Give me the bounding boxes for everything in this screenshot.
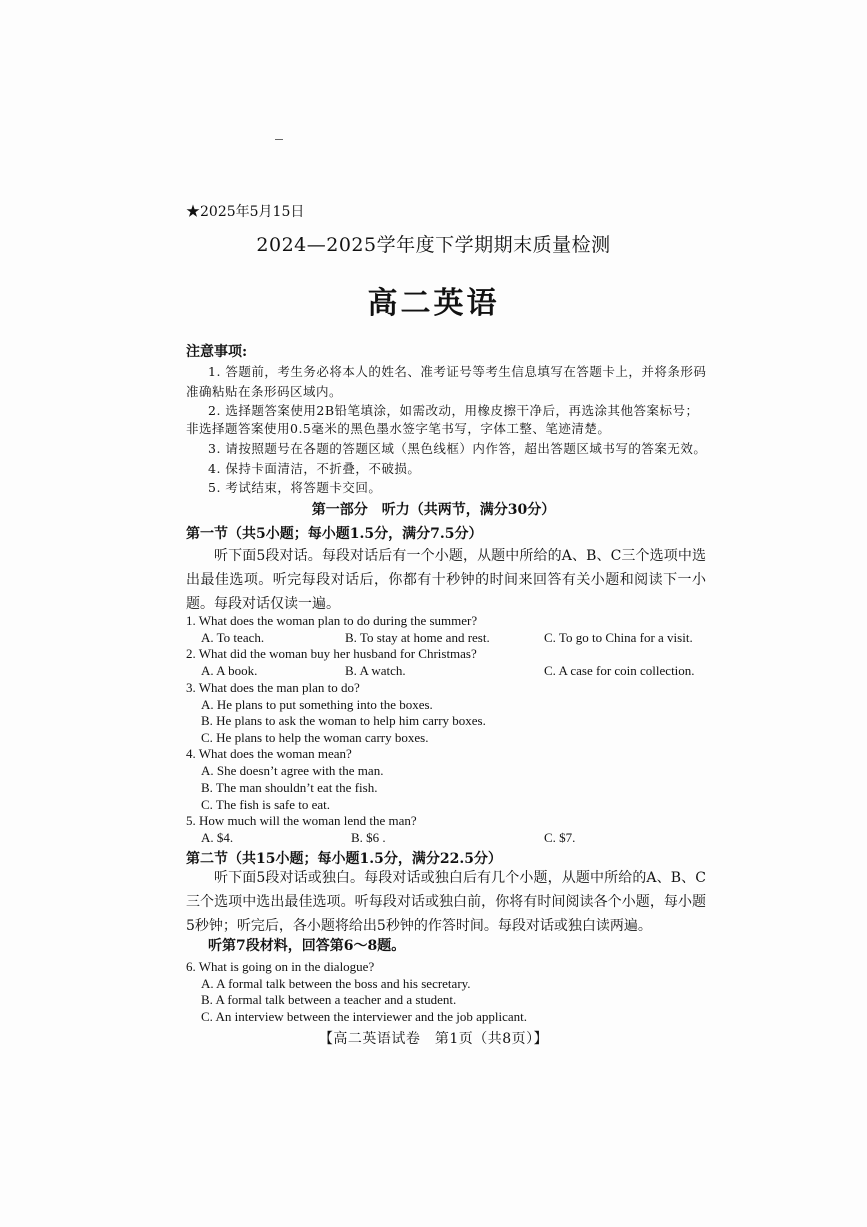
- option-b: B. He plans to ask the woman to help him carry boxes.: [201, 713, 486, 728]
- subject-title: 高二英语: [367, 286, 500, 321]
- notice-item: 5. 考试结束，将答题卡交回。: [208, 480, 382, 495]
- option-c: C. $7.: [544, 830, 576, 845]
- option-a: A. A book.: [201, 663, 258, 678]
- notice-item: 2. 选择题答案使用2B铅笔填涂，如需改动，用橡皮擦干净后，再选涂其他答案标号；: [208, 403, 699, 418]
- option-c: C. A case for coin collection.: [544, 663, 695, 678]
- option-a: A. She doesn’t agree with the man.: [201, 763, 384, 778]
- part-one-heading: 第一部分 听力（共两节，满分30分）: [311, 502, 556, 518]
- option-a: A. He plans to put something into the boxes.: [201, 697, 433, 712]
- section-two-heading: 第二节（共15小题；每小题1.5分，满分22.5分）: [186, 851, 502, 867]
- section-two-instructions: 听下面5段对话或独白。每段对话或独白后有几个小题，从题中所给的A、B、C三个选项中选出最佳选项。听每段对话或独白前，你将有时间阅读各个小题，每小题5秒钟；听完后，各小题将给出5秒钟的作答时间。每段对话或独白读两遍。: [186, 870, 706, 934]
- question-stem: 2. What did the woman buy her husband for Christmas?: [186, 646, 477, 661]
- section-one-instructions: 听下面5段对话。每段对话后有一个小题，从题中所给的A、B、C三个选项中选出最佳选项。听完每段对话后，你都有十秒钟的时间来回答有关小题和阅读下一小题。每段对话仅读一遍。: [186, 548, 706, 612]
- scan-mark: [275, 139, 283, 140]
- option-b: B. The man shouldn’t eat the fish.: [201, 780, 378, 795]
- question-stem: 3. What does the man plan to do?: [186, 680, 360, 695]
- page-footer: 【高二英语试卷 第1页（共8页）】: [318, 1031, 549, 1047]
- option-b: B. A formal talk between a teacher and a student.: [201, 992, 457, 1007]
- option-b: B. A watch.: [345, 663, 406, 678]
- option-c: C. The fish is safe to eat.: [201, 797, 331, 812]
- option-b: B. $6 .: [351, 830, 386, 845]
- option-b: B. To stay at home and rest.: [345, 630, 490, 645]
- question-stem: 1. What does the woman plan to do during the summer?: [186, 613, 478, 628]
- notice-item: 4. 保持卡面清洁，不折叠，不破损。: [208, 461, 421, 476]
- notice-heading: 注意事项:: [186, 344, 248, 360]
- option-c: C. An interview between the interviewer and the job applicant.: [201, 1009, 527, 1024]
- option-c: C. To go to China for a visit.: [544, 630, 693, 645]
- notice-item: 非选择题答案使用0.5毫米的黑色墨水签字笔书写，字体工整、笔迹清楚。: [186, 421, 611, 436]
- notice-item: 1. 答题前，考生务必将本人的姓名、准考证号等考生信息填写在答题卡上，并将条形码: [208, 364, 707, 379]
- question-stem: 6. What is going on in the dialogue?: [186, 959, 375, 974]
- option-a: A. $4.: [201, 830, 234, 845]
- exam-date: ★2025年5月15日: [186, 204, 305, 220]
- question-stem: 4. What does the woman mean?: [186, 746, 352, 761]
- question-stem: 5. How much will the woman lend the man?: [186, 813, 417, 828]
- notice-item: 3. 请按照题号在各题的答题区域（黑色线框）内作答，超出答题区域书写的答案无效。: [208, 441, 707, 456]
- notice-item: 准确粘贴在条形码区域内。: [186, 384, 343, 399]
- exam-title: 2024—2025学年度下学期期末质量检测: [256, 234, 611, 256]
- option-a: A. A formal talk between the boss and his secretary.: [201, 976, 471, 991]
- option-c: C. He plans to help the woman carry boxes.: [201, 730, 429, 745]
- section-one-heading: 第一节（共5小题；每小题1.5分，满分7.5分）: [186, 526, 483, 542]
- option-a: A. To teach.: [201, 630, 265, 645]
- material-instruction: 听第7段材料，回答第6～8题。: [208, 938, 406, 954]
